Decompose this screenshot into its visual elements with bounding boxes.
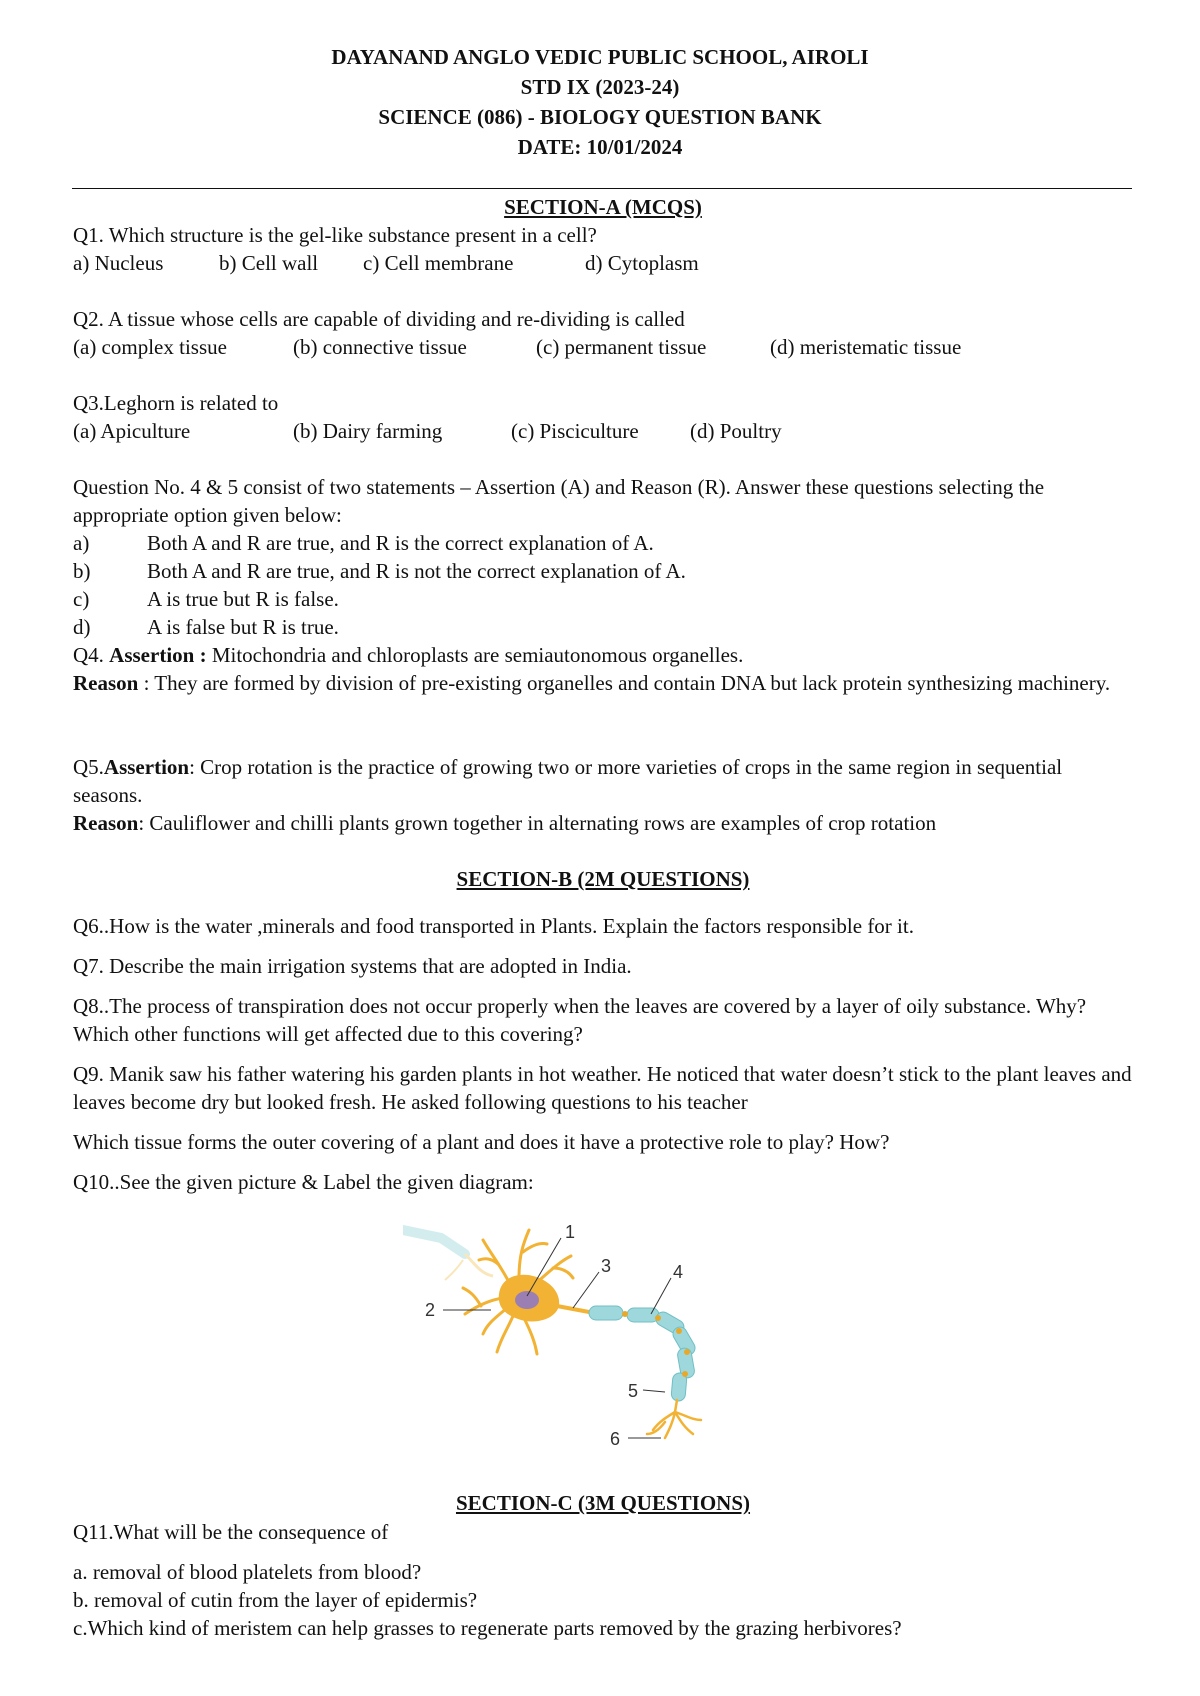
section-b-title: SECTION-B (2M QUESTIONS) [456, 867, 750, 891]
axon-terminal [647, 1400, 701, 1438]
q4-number: Q4. [73, 643, 110, 667]
diagram-label-4: 4 [673, 1262, 684, 1282]
q5-reason-label: Reason [73, 811, 139, 835]
document-header [0, 42, 1200, 162]
q5-assertion-label: Assertion [103, 755, 190, 779]
q2-option-b: (b) connective tissue [293, 335, 467, 359]
date-line: DATE: 10/01/2024 [517, 135, 683, 159]
q5-reason-text: : Cauliflower and chilli plants grown together in alternating rows are examples of crop rotation [138, 811, 937, 835]
assertion-reason-intro: Question No. 4 & 5 consist of two statements – Assertion (A) and Reason (R). Answer these questions selecting the appropriate option given below: [73, 475, 1045, 527]
diagram-label-1: 1 [565, 1222, 576, 1242]
ar-option-text: Both A and R are true, and R is not the correct explanation of A. [147, 559, 686, 583]
faded-neighbor-axon [403, 1230, 493, 1280]
q8-text: Q8..The process of transpiration does not occur properly when the leaves are covered by a layer of oily substance. Why? Which other functions will get affected due to this covering? [73, 994, 1087, 1046]
q4-assertion [73, 641, 743, 669]
q5-assertion [73, 753, 1133, 809]
q2-option-a: (a) complex tissue [73, 335, 227, 359]
q10-text: Q10..See the given picture & Label the given diagram: [73, 1170, 534, 1194]
q3-option-a: (a) Apiculture [73, 419, 191, 443]
q4-reason-label: Reason [73, 671, 139, 695]
q5-assertion-text: : Crop rotation is the practice of growing two or more varieties of crops in the same region in sequential seasons. [73, 755, 1063, 807]
q9-question: Which tissue forms the outer covering of a plant and does it have a protective role to play? How? [73, 1130, 890, 1154]
neuron-diagram [403, 1216, 733, 1456]
q2-option-c: (c) permanent tissue [536, 335, 707, 359]
section-c-title: SECTION-C (3M QUESTIONS) [455, 1491, 751, 1515]
q1-option-a: a) Nucleus [73, 251, 164, 275]
q4-reason [73, 669, 1133, 697]
ar-option-label: d) [73, 615, 91, 639]
ar-option-text: Both A and R are true, and R is the correct explanation of A. [147, 531, 654, 555]
subject-title: SCIENCE (086) - BIOLOGY QUESTION BANK [378, 105, 822, 129]
ar-option-text: A is false but R is true. [147, 615, 339, 639]
q4-reason-text: : They are formed by division of pre-existing organelles and contain DNA but lack protein synthesizing machinery. [138, 671, 1111, 695]
section-a-title: SECTION-A (MCQS) [504, 195, 702, 219]
q1-text: Q1. Which structure is the gel-like substance present in a cell? [73, 223, 597, 247]
q11-part-c: c.Which kind of meristem can help grasses to regenerate parts removed by the grazing herbivores? [73, 1616, 902, 1640]
school-name: DAYANAND ANGLO VEDIC PUBLIC SCHOOL, AIROLI [331, 45, 869, 69]
q3-option-b: (b) Dairy farming [293, 419, 443, 443]
q4-assertion-text: Mitochondria and chloroplasts are semiautonomous organelles. [206, 643, 744, 667]
standard-year: STD IX (2023-24) [520, 75, 680, 99]
ar-option-label: a) [73, 531, 90, 555]
q1-option-d: d) Cytoplasm [585, 251, 699, 275]
q3-option-c: (c) Pisciculture [511, 419, 639, 443]
q9-text: Q9. Manik saw his father watering his garden plants in hot weather. He noticed that water doesn’t stick to the plant leaves and leaves become dry but looked fresh. He asked following questions to his teacher [73, 1062, 1132, 1114]
q5-reason [73, 809, 936, 837]
ar-option-a [73, 529, 654, 557]
ar-option-label: b) [73, 559, 91, 583]
ar-option-c [73, 585, 339, 613]
q7-text: Q7. Describe the main irrigation systems that are adopted in India. [73, 954, 632, 978]
q11-part-a: a. removal of blood platelets from blood? [73, 1560, 422, 1584]
header-divider [72, 188, 1132, 189]
q11-part-b: b. removal of cutin from the layer of epidermis? [73, 1588, 478, 1612]
ar-option-d [73, 613, 339, 641]
diagram-label-3: 3 [601, 1256, 612, 1276]
diagram-label-6: 6 [610, 1429, 621, 1449]
q4-assertion-label: Assertion : [109, 643, 207, 667]
q2-option-d: (d) meristematic tissue [770, 335, 962, 359]
q3-text: Q3.Leghorn is related to [73, 391, 279, 415]
diagram-label-5: 5 [628, 1381, 639, 1401]
axon [557, 1306, 589, 1312]
q5-number: Q5. [73, 755, 104, 779]
q2-text: Q2. A tissue whose cells are capable of dividing and re-dividing is called [73, 307, 685, 331]
ar-option-label: c) [73, 587, 90, 611]
q3-option-d: (d) Poultry [690, 419, 782, 443]
nucleus [515, 1291, 539, 1309]
diagram-label-2: 2 [425, 1300, 436, 1320]
ar-option-text: A is true but R is false. [147, 587, 339, 611]
q1-option-b: b) Cell wall [219, 251, 319, 275]
q6-text: Q6..How is the water ,minerals and food transported in Plants. Explain the factors responsible for it. [73, 914, 914, 938]
ar-option-b [73, 557, 686, 585]
q1-option-c: c) Cell membrane [363, 251, 514, 275]
myelin-sheath [589, 1306, 698, 1402]
q11-text: Q11.What will be the consequence of [73, 1520, 389, 1544]
